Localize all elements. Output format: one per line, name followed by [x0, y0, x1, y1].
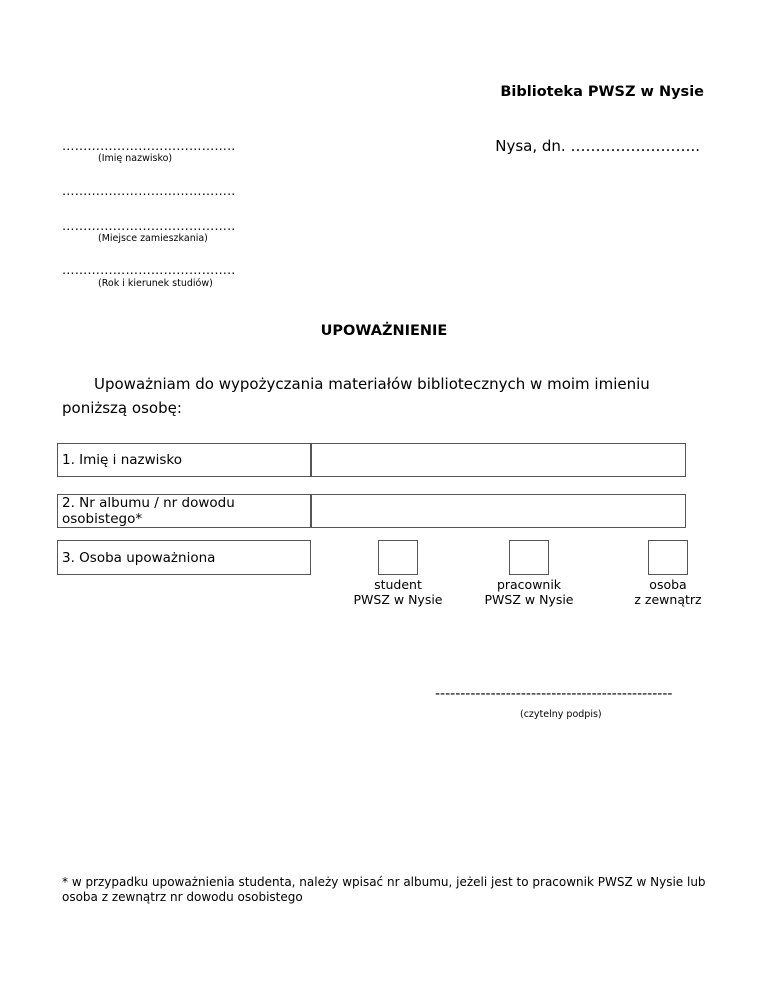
employee-option-line1: pracownik [496, 577, 562, 592]
name-dots: ………………………………….. [62, 138, 236, 153]
student-option-label [348, 577, 448, 607]
employee-option-label [479, 577, 579, 607]
student-checkbox[interactable] [378, 540, 418, 575]
id-field[interactable] [311, 494, 686, 528]
date-line: Nysa, dn. …………………….. [495, 137, 700, 155]
document-title: UPOWAŻNIENIE [320, 323, 448, 339]
name-caption: (Imię nazwisko) [98, 153, 173, 164]
student-option-line1: student [374, 577, 422, 592]
external-option-label [618, 577, 718, 607]
name-field[interactable] [311, 443, 686, 477]
employee-option-line2: PWSZ w Nysie [484, 592, 574, 607]
student-option-line2: PWSZ w Nysie [353, 592, 443, 607]
signature-line: ----------------------------------------------- [435, 686, 673, 702]
authorization-paragraph: Upoważniam do wypożyczania materiałów bibliotecznych w moim imieniu poniższą osobę: [62, 375, 650, 417]
external-option-line1: osoba [649, 577, 687, 592]
employee-checkbox[interactable] [509, 540, 549, 575]
address-caption: (Miejsce zamieszkania) [98, 233, 208, 244]
external-checkbox[interactable] [648, 540, 688, 575]
id-label: 2. Nr albumu / nr dowodu osobistego* [57, 494, 311, 528]
address-dots-1: ………………………………….. [62, 183, 236, 198]
study-caption: (Rok i kierunek studiów) [98, 278, 213, 289]
signature-caption: (czytelny podpis) [520, 709, 602, 720]
external-option-line2: z zewnątrz [634, 592, 702, 607]
name-label: 1. Imię i nazwisko [57, 443, 311, 477]
study-dots: ………………………………….. [62, 262, 236, 277]
address-dots-2: ………………………………….. [62, 218, 236, 233]
library-header: Biblioteka PWSZ w Nysie [500, 84, 704, 100]
person-type-label: 3. Osoba upoważniona [57, 540, 311, 575]
footnote: * w przypadku upoważnienia studenta, należy wpisać nr albumu, jeżeli jest to pracownik PWSZ w Nysie lub osoba z zewnątrz nr dowodu osobistego [62, 875, 706, 904]
